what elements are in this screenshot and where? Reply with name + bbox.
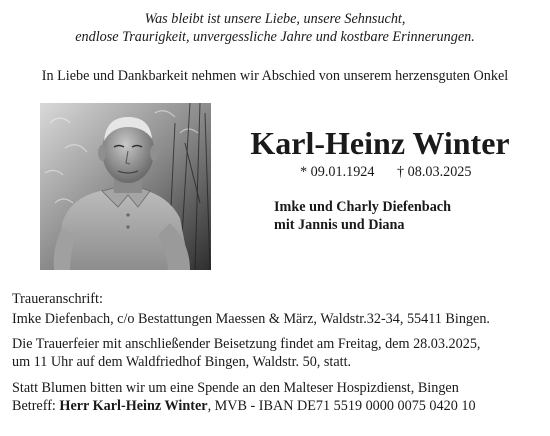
donation-iban: , MVB - IBAN DE71 5519 0000 0075 0420 10 <box>207 398 476 414</box>
mourners-block <box>274 198 451 234</box>
death-date: † 08.03.2025 <box>397 164 472 180</box>
deceased-name: Karl-Heinz Winter <box>250 125 510 161</box>
mourners-line-1: Imke und Charly Diefenbach <box>274 199 451 215</box>
donation-line-1: Statt Blumen bitten wir um eine Spende an den Malteser Hospizdienst, Bingen <box>12 380 459 396</box>
quote-line-2: endlose Traurigkeit, unvergessliche Jahre und kostbare Erinnerungen. <box>75 29 475 45</box>
donation-reference <box>12 397 476 415</box>
ceremony-line-2: um 11 Uhr auf dem Waldfriedhof Bingen, Waldstr. 50, statt. <box>12 354 352 370</box>
birth-date: * 09.01.1924 <box>300 164 375 180</box>
address-text: Imke Diefenbach, c/o Bestattungen Maessen & März, Waldstr.32-34, 55411 Bingen. <box>12 311 490 327</box>
intro-text: In Liebe und Dankbarkeit nehmen wir Abschied von unserem herzensguten Onkel <box>41 68 509 84</box>
address-label: Traueranschrift: <box>12 291 103 307</box>
portrait-photo <box>40 103 211 270</box>
donation-prefix: Betreff: <box>12 398 60 414</box>
donation-name: Herr Karl-Heinz Winter <box>59 398 208 414</box>
ceremony-line-1: Die Trauerfeier mit anschließender Beisetzung findet am Freitag, dem 28.03.2025, <box>12 336 481 352</box>
quote-line-1: Was bleibt ist unsere Liebe, unsere Sehnsucht, <box>144 11 406 27</box>
mourners-line-2: mit Jannis und Diana <box>274 217 405 233</box>
